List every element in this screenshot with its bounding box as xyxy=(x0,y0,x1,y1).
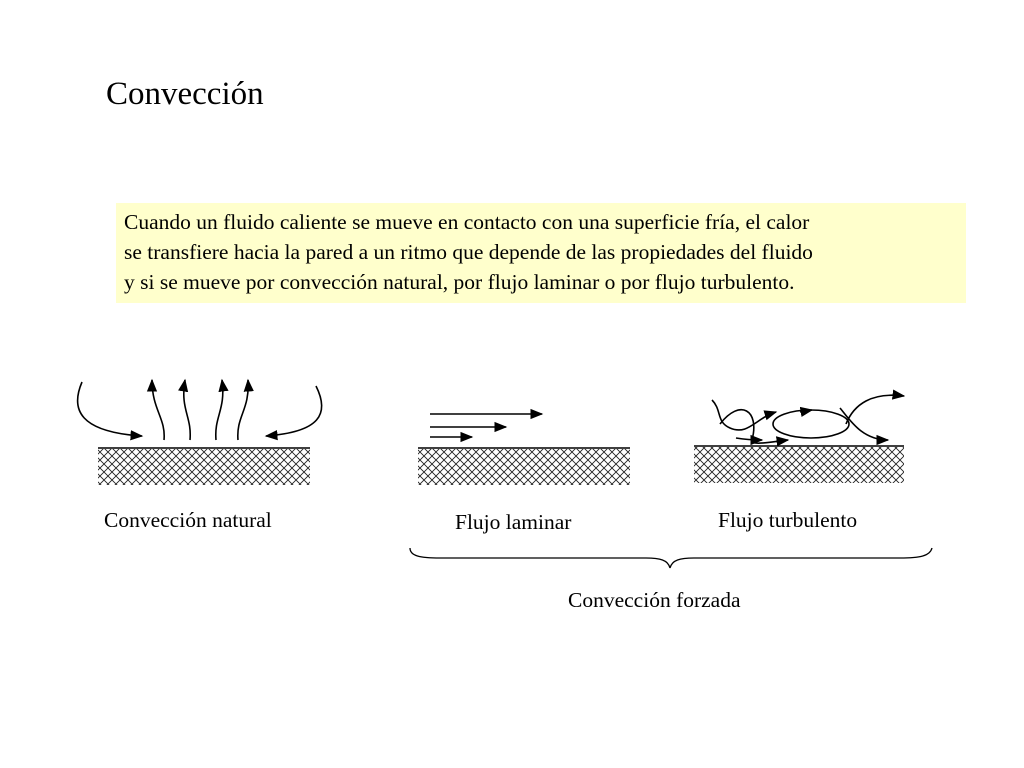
natural-arrow-right-down xyxy=(266,386,322,436)
turbulent-wall-hatch xyxy=(694,447,904,483)
natural-convection-caption: Convección natural xyxy=(104,508,272,532)
turbulent-arrow-2 xyxy=(720,410,788,443)
turbulent-eddy xyxy=(773,410,849,438)
turbulent-arrow-4 xyxy=(840,408,888,440)
forced-convection-brace xyxy=(410,548,932,568)
info-line-1: Cuando un fluido caliente se mueve en contacto con una superficie fría, el calor xyxy=(124,210,810,234)
natural-wall-hatch xyxy=(98,449,310,485)
turbulent-flow-caption: Flujo turbulento xyxy=(718,508,858,532)
turbulent-flow-diagram xyxy=(694,395,904,483)
laminar-flow-caption: Flujo laminar xyxy=(455,510,572,534)
forced-convection-caption: Convección forzada xyxy=(568,588,741,612)
natural-arrow-up-1 xyxy=(152,380,164,440)
slide-title: Convección xyxy=(106,76,264,112)
turbulent-arrow-3 xyxy=(846,395,904,424)
natural-arrow-up-2 xyxy=(184,380,190,440)
turbulent-arrow-1 xyxy=(712,400,776,430)
laminar-wall-hatch xyxy=(418,449,630,485)
info-line-2: se transfiere hacia la pared a un ritmo que depende de las propiedades del fluido xyxy=(124,240,813,264)
natural-arrow-up-3 xyxy=(216,380,223,440)
natural-arrow-up-4 xyxy=(238,380,248,440)
natural-arrow-left-down xyxy=(78,382,142,436)
natural-convection-diagram xyxy=(78,380,322,485)
turbulent-arrow-5 xyxy=(736,438,762,440)
laminar-flow-diagram xyxy=(418,414,630,485)
info-line-3: y si se mueve por convección natural, por flujo laminar o por flujo turbulento. xyxy=(124,270,795,294)
